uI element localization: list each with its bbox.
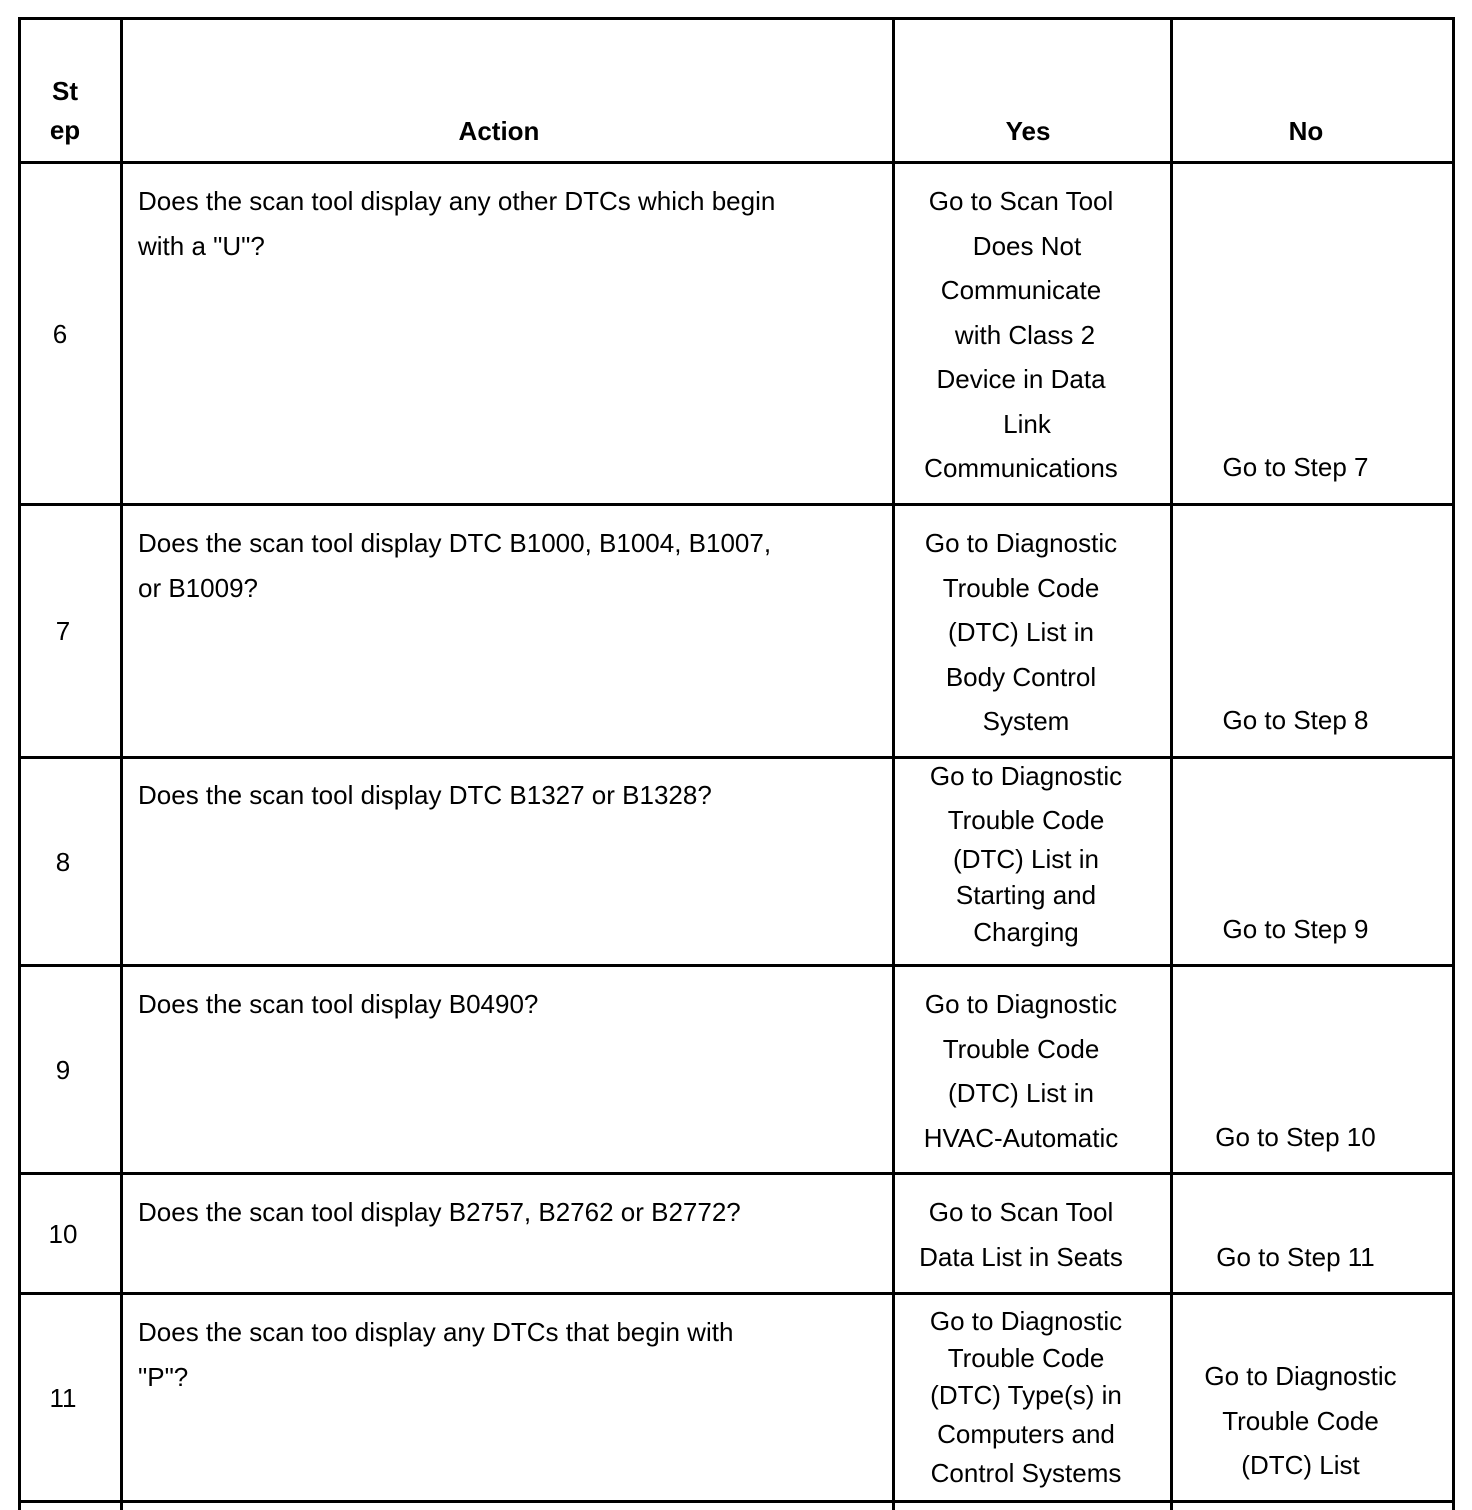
row-rule xyxy=(18,1292,1455,1295)
yes-line: HVAC-Automatic xyxy=(923,1122,1119,1153)
yes-result xyxy=(895,1190,1147,1279)
diagnostic-table xyxy=(18,17,1455,1510)
column-divider-yes-no xyxy=(1170,17,1173,1510)
no-result: Go to Step 11 xyxy=(1216,1242,1375,1272)
no-line: Go to Diagnostic xyxy=(1204,1361,1397,1391)
no-result xyxy=(1173,1354,1428,1488)
yes-line: Go to Scan Tool xyxy=(928,1197,1114,1227)
action-line: or B1009? xyxy=(138,572,258,603)
action-text xyxy=(138,179,888,268)
action-text: Does the scan tool display B0490? xyxy=(138,989,539,1019)
yes-line: Does Not xyxy=(972,230,1082,261)
yes-line: Link xyxy=(1003,408,1051,439)
no-result: Go to Step 9 xyxy=(1222,914,1369,944)
table-border-top xyxy=(18,17,1455,20)
column-divider-step-action xyxy=(120,17,123,1510)
step-number: 8 xyxy=(55,847,71,877)
yes-line: (DTC) List in xyxy=(953,844,1099,874)
row-rule xyxy=(18,1172,1455,1175)
yes-line: Starting and xyxy=(955,880,1097,910)
step-number: 7 xyxy=(55,616,71,646)
header-step xyxy=(21,72,109,150)
yes-line: Go to Scan Tool xyxy=(928,186,1114,216)
header-step-line2: ep xyxy=(49,115,81,145)
action-line: Does the scan too display any DTCs that begin with xyxy=(138,1317,734,1347)
yes-line: Communicate xyxy=(940,275,1102,305)
no-line: Trouble Code xyxy=(1222,1405,1379,1436)
header-action: Action xyxy=(458,116,540,146)
yes-result xyxy=(895,1303,1157,1492)
action-text: Does the scan tool display DTC B1327 or B1328? xyxy=(138,780,712,810)
table-border-bottom xyxy=(18,1500,1455,1503)
action-text xyxy=(138,521,888,610)
yes-line: (DTC) Type(s) in xyxy=(930,1380,1122,1410)
yes-result xyxy=(895,521,1147,744)
header-bottom-rule xyxy=(18,161,1455,164)
yes-line: Go to Diagnostic xyxy=(924,989,1118,1019)
table-border-left xyxy=(18,17,21,1510)
no-result: Go to Step 7 xyxy=(1222,452,1369,482)
action-line: Does the scan tool display any other DTCs which begin xyxy=(138,186,776,216)
yes-line: Trouble Code xyxy=(947,1343,1105,1373)
action-line: with a "U"? xyxy=(138,230,265,261)
action-text: Does the scan tool display B2757, B2762 or B2772? xyxy=(138,1197,741,1227)
yes-line: Go to Diagnostic xyxy=(924,528,1118,558)
yes-line: Body Control xyxy=(945,661,1097,692)
yes-line: Device in Data xyxy=(936,364,1106,394)
yes-line: Computers and xyxy=(937,1419,1115,1449)
yes-line: Charging xyxy=(973,917,1079,947)
yes-line: (DTC) List in xyxy=(948,1078,1094,1108)
yes-line: Communications xyxy=(924,453,1118,483)
step-number: 11 xyxy=(49,1383,77,1413)
yes-line: Go to Diagnostic xyxy=(929,1306,1123,1336)
yes-line: Trouble Code xyxy=(942,572,1100,603)
header-step-line1: St xyxy=(52,76,78,106)
yes-result xyxy=(895,754,1157,951)
table-border-right xyxy=(1452,17,1455,1510)
step-number: 10 xyxy=(48,1219,78,1249)
yes-line: Control Systems xyxy=(930,1458,1122,1488)
action-text xyxy=(138,1310,888,1399)
row-rule xyxy=(18,964,1455,967)
no-result: Go to Step 8 xyxy=(1222,705,1369,735)
header-yes: Yes xyxy=(1005,116,1051,146)
yes-result xyxy=(895,982,1147,1160)
no-line: (DTC) List xyxy=(1241,1450,1360,1480)
row-rule xyxy=(18,503,1455,506)
yes-result xyxy=(895,179,1147,491)
no-result: Go to Step 10 xyxy=(1215,1122,1376,1152)
row-rule xyxy=(18,756,1455,759)
step-number: 9 xyxy=(55,1055,71,1085)
yes-line: with Class 2 xyxy=(954,319,1096,350)
header-no: No xyxy=(1288,116,1324,146)
step-number: 6 xyxy=(52,319,68,349)
yes-line: Trouble Code xyxy=(947,805,1105,835)
yes-line: (DTC) List in xyxy=(948,617,1094,647)
action-line: "P"? xyxy=(138,1361,189,1392)
action-line: Does the scan tool display DTC B1000, B1004, B1007, xyxy=(138,528,772,558)
yes-line: System xyxy=(982,706,1070,736)
yes-line: Go to Diagnostic xyxy=(929,761,1123,791)
yes-line: Data List in Seats xyxy=(919,1241,1123,1272)
yes-line: Trouble Code xyxy=(942,1033,1100,1064)
